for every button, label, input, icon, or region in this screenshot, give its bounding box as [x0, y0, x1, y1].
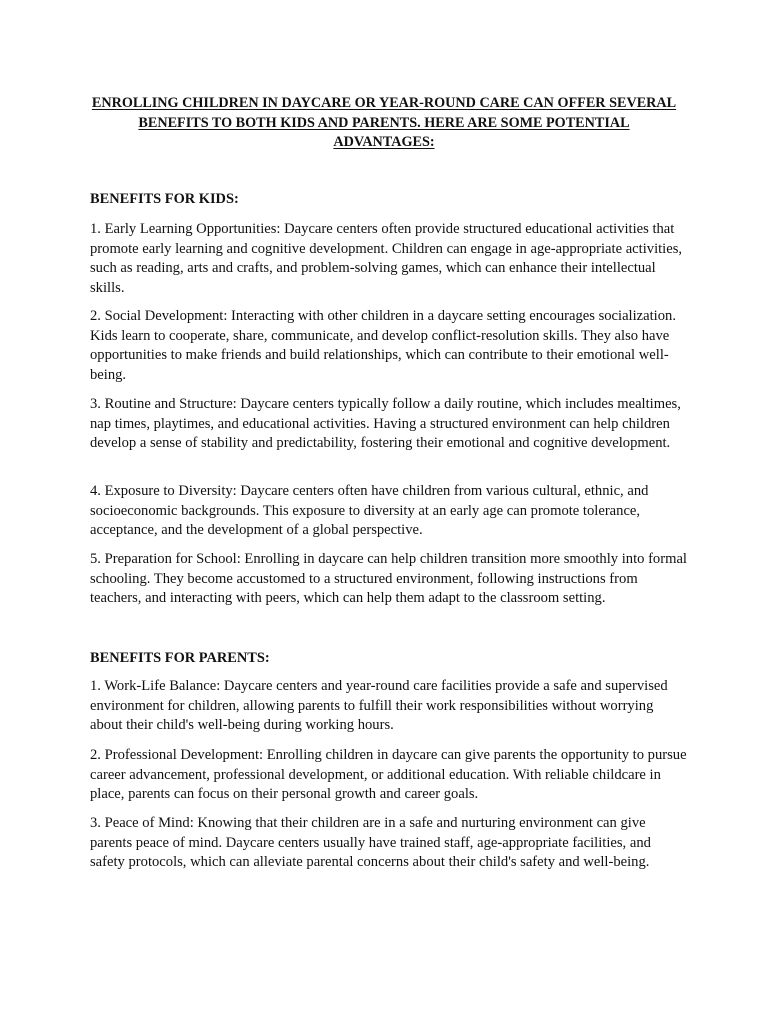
- kids-benefits-heading: BENEFITS FOR KIDS:: [90, 191, 239, 207]
- parents-benefit-paragraph: 3. Peace of Mind: Knowing that their children are in a safe and nurturing environment can give parents peace of mind. Daycare centers usually have trained staff, age-appropriate facilities, and safety protocols, which can alleviate parental concerns about their child's safety and well-being.: [90, 815, 651, 871]
- parents-benefit-paragraph: 1. Work-Life Balance: Daycare centers and year-round care facilities provide a safe and supervised environment for children, allowing parents to fulfill their work responsibilities without worrying about their child's well-being during working hours.: [90, 678, 668, 734]
- kids-benefit-paragraph: 2. Social Development: Interacting with other children in a daycare setting encourages socialization. Kids learn to cooperate, share, communicate, and develop conflict-resolution skills. They also have opportunities to make friends and build relationships, which can contribute to their emotional well-being.: [90, 308, 676, 383]
- kids-benefit-paragraph: 4. Exposure to Diversity: Daycare centers often have children from various cultural, ethnic, and socioeconomic backgrounds. This exposure to diversity at an early age can promote tolerance, acceptance, and the development of a global perspective.: [90, 483, 649, 539]
- kids-benefit-paragraph: 5. Preparation for School: Enrolling in daycare can help children transition more smoothly into formal schooling. They become accustomed to a structured environment, following instructions from teachers, and interacting with peers, which can help them adapt to the classroom setting.: [90, 551, 687, 607]
- document-title: ENROLLING CHILDREN IN DAYCARE OR YEAR-ROUND CARE CAN OFFER SEVERAL BENEFITS TO BOTH KIDS AND PARENTS. HERE ARE SOME POTENTIAL ADVANTAGES:: [91, 95, 677, 150]
- parents-benefits-heading: BENEFITS FOR PARENTS:: [90, 650, 270, 666]
- kids-benefit-paragraph: 3. Routine and Structure: Daycare centers typically follow a daily routine, which includes mealtimes, nap times, playtimes, and educational activities. Having a structured environment can help children develop a sense of stability and predictability, fostering their emotional and cognitive development.: [90, 396, 681, 452]
- kids-benefit-paragraph: 1. Early Learning Opportunities: Daycare centers often provide structured educational activities that promote early learning and cognitive development. Children can engage in age-appropriate activities, such as reading, arts and crafts, and problem-solving games, which can enhance their intellectual skills.: [90, 221, 683, 296]
- parents-benefit-paragraph: 2. Professional Development: Enrolling children in daycare can give parents the opportunity to pursue career advancement, professional development, or additional education. With reliable childcare in place, parents can focus on their personal growth and career goals.: [90, 747, 687, 803]
